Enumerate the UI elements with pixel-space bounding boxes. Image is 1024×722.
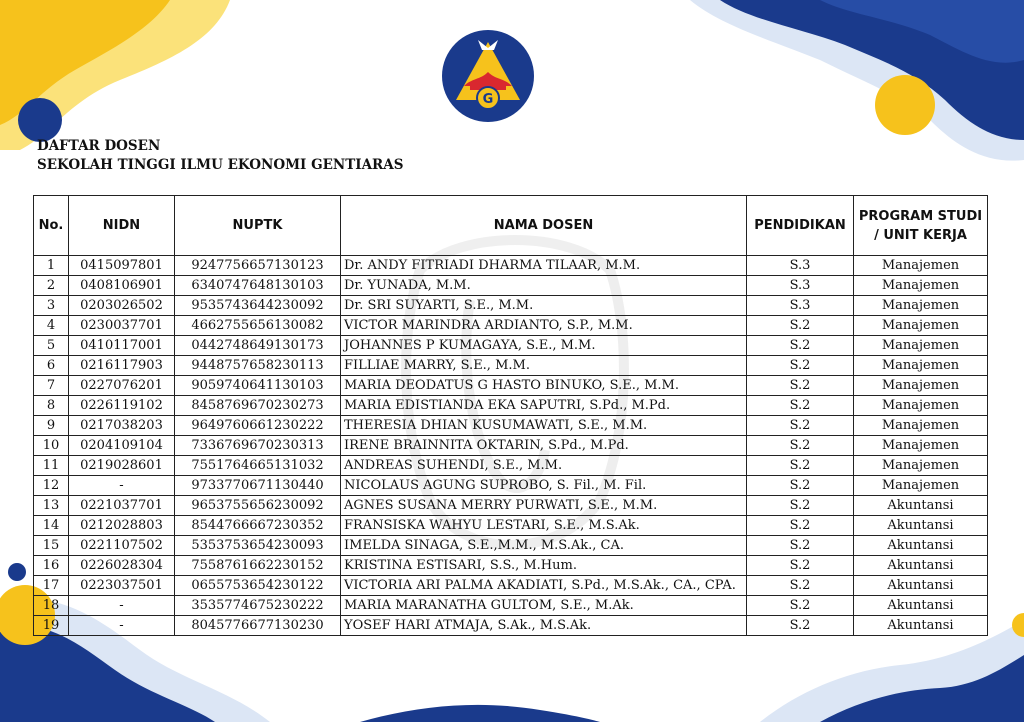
cell-nama: FILLIAE MARRY, S.E., M.M. [341, 356, 747, 376]
cell-pendidikan: S.3 [747, 276, 854, 296]
cell-program: Akuntansi [854, 616, 988, 636]
cell-nama: IMELDA SINAGA, S.E.,M.M., M.S.Ak., CA. [341, 536, 747, 556]
table-row [34, 296, 988, 316]
cell-no: 14 [34, 516, 69, 536]
gentiaras-logo-icon [440, 28, 536, 124]
cell-program: Manajemen [854, 336, 988, 356]
top-left-navy-dot [18, 98, 62, 142]
cell-no: 19 [34, 616, 69, 636]
cell-pendidikan: S.2 [747, 356, 854, 376]
cell-no: 16 [34, 556, 69, 576]
cell-pendidikan: S.2 [747, 316, 854, 336]
cell-nama: VICTOR MARINDRA ARDIANTO, S.P., M.M. [341, 316, 747, 336]
header-program: PROGRAM STUDI / UNIT KERJA [854, 196, 988, 256]
heading-institution: SEKOLAH TINGGI ILMU EKONOMI GENTIARAS [37, 157, 404, 173]
table-header-row [34, 196, 988, 256]
cell-nama: THERESIA DHIAN KUSUMAWATI, S.E., M.M. [341, 416, 747, 436]
cell-nama: FRANSISKA WAHYU LESTARI, S.E., M.S.Ak. [341, 516, 747, 536]
cell-nama: MARIA DEODATUS G HASTO BINUKO, S.E., M.M. [341, 376, 747, 396]
cell-program: Manajemen [854, 376, 988, 396]
table-row [34, 276, 988, 296]
cell-nidn: - [69, 476, 175, 496]
table-body [34, 256, 988, 636]
cell-no: 5 [34, 336, 69, 356]
cell-program: Akuntansi [854, 556, 988, 576]
cell-no: 15 [34, 536, 69, 556]
cell-program: Manajemen [854, 456, 988, 476]
header-no: No. [34, 196, 69, 256]
cell-nama: MARIA EDISTIANDA EKA SAPUTRI, S.Pd., M.Pd. [341, 396, 747, 416]
cell-pendidikan: S.2 [747, 616, 854, 636]
cell-program: Manajemen [854, 436, 988, 456]
table-row [34, 456, 988, 476]
logo-letter: G [482, 92, 494, 107]
table-row [34, 516, 988, 536]
table-row [34, 416, 988, 436]
cell-nidn: 0212028803 [69, 516, 175, 536]
cell-nama: JOHANNES P KUMAGAYA, S.E., M.M. [341, 336, 747, 356]
cell-no: 9 [34, 416, 69, 436]
cell-no: 10 [34, 436, 69, 456]
cell-nama: Dr. YUNADA, M.M. [341, 276, 747, 296]
header-nama: NAMA DOSEN [341, 196, 747, 256]
bottom-center-wave [360, 705, 600, 722]
cell-nuptk: 0655753654230122 [175, 576, 341, 596]
cell-no: 12 [34, 476, 69, 496]
header-nidn: NIDN [69, 196, 175, 256]
header-nuptk: NUPTK [175, 196, 341, 256]
cell-nama: VICTORIA ARI PALMA AKADIATI, S.Pd., M.S.Ak., CA., CPA. [341, 576, 747, 596]
cell-program: Akuntansi [854, 576, 988, 596]
cell-nama: ANDREAS SUHENDI, S.E., M.M. [341, 456, 747, 476]
cell-no: 3 [34, 296, 69, 316]
cell-program: Manajemen [854, 276, 988, 296]
table-row [34, 576, 988, 596]
cell-pendidikan: S.2 [747, 496, 854, 516]
cell-nuptk: 8045776677130230 [175, 616, 341, 636]
top-right-yellow-dot [875, 75, 935, 135]
cell-nidn: 0204109104 [69, 436, 175, 456]
cell-nidn: 0223037501 [69, 576, 175, 596]
header-pendidikan: PENDIDIKAN [747, 196, 854, 256]
cell-pendidikan: S.2 [747, 576, 854, 596]
cell-nuptk: 9059740641130103 [175, 376, 341, 396]
cell-program: Akuntansi [854, 536, 988, 556]
table-row [34, 376, 988, 396]
bottom-left-navy-dot [8, 563, 26, 581]
cell-pendidikan: S.2 [747, 556, 854, 576]
cell-no: 6 [34, 356, 69, 376]
cell-no: 13 [34, 496, 69, 516]
cell-nuptk: 8458769670230273 [175, 396, 341, 416]
cell-nuptk: 7551764665131032 [175, 456, 341, 476]
cell-nidn: - [69, 596, 175, 616]
cell-nidn: 0217038203 [69, 416, 175, 436]
cell-pendidikan: S.3 [747, 296, 854, 316]
cell-nuptk: 9649760661230222 [175, 416, 341, 436]
cell-nuptk: 9448757658230113 [175, 356, 341, 376]
cell-program: Manajemen [854, 416, 988, 436]
cell-pendidikan: S.2 [747, 396, 854, 416]
cell-nama: YOSEF HARI ATMAJA, S.Ak., M.S.Ak. [341, 616, 747, 636]
table-row [34, 496, 988, 516]
cell-program: Manajemen [854, 396, 988, 416]
cell-nuptk: 9653755656230092 [175, 496, 341, 516]
cell-nidn: 0216117903 [69, 356, 175, 376]
table-row [34, 476, 988, 496]
table-row [34, 316, 988, 336]
cell-nuptk: 5353753654230093 [175, 536, 341, 556]
cell-nama: MARIA MARANATHA GULTOM, S.E., M.Ak. [341, 596, 747, 616]
table-row [34, 396, 988, 416]
cell-nuptk: 7558761662230152 [175, 556, 341, 576]
table-row [34, 556, 988, 576]
cell-nama: IRENE BRAINNITA OKTARIN, S.Pd., M.Pd. [341, 436, 747, 456]
cell-no: 2 [34, 276, 69, 296]
cell-nidn: 0219028601 [69, 456, 175, 476]
cell-no: 1 [34, 256, 69, 276]
cell-pendidikan: S.2 [747, 436, 854, 456]
lecturer-table [33, 195, 988, 636]
cell-nama: Dr. SRI SUYARTI, S.E., M.M. [341, 296, 747, 316]
cell-nuptk: 9247756657130123 [175, 256, 341, 276]
cell-no: 7 [34, 376, 69, 396]
cell-pendidikan: S.2 [747, 416, 854, 436]
cell-no: 18 [34, 596, 69, 616]
cell-no: 8 [34, 396, 69, 416]
cell-nidn: 0227076201 [69, 376, 175, 396]
cell-program: Akuntansi [854, 516, 988, 536]
cell-no: 11 [34, 456, 69, 476]
cell-pendidikan: S.2 [747, 596, 854, 616]
cell-nidn: 0203026502 [69, 296, 175, 316]
cell-nidn: 0221037701 [69, 496, 175, 516]
cell-pendidikan: S.3 [747, 256, 854, 276]
cell-nama: KRISTINA ESTISARI, S.S., M.Hum. [341, 556, 747, 576]
cell-pendidikan: S.2 [747, 476, 854, 496]
table-row [34, 436, 988, 456]
table-row [34, 336, 988, 356]
cell-nidn: 0226119102 [69, 396, 175, 416]
cell-nuptk: 8544766667230352 [175, 516, 341, 536]
table-row [34, 616, 988, 636]
cell-no: 4 [34, 316, 69, 336]
cell-nuptk: 3535774675230222 [175, 596, 341, 616]
cell-nuptk: 4662755656130082 [175, 316, 341, 336]
cell-no: 17 [34, 576, 69, 596]
cell-nidn: 0230037701 [69, 316, 175, 336]
cell-pendidikan: S.2 [747, 376, 854, 396]
cell-nuptk: 0442748649130173 [175, 336, 341, 356]
cell-program: Manajemen [854, 256, 988, 276]
cell-program: Manajemen [854, 476, 988, 496]
cell-nuptk: 7336769670230313 [175, 436, 341, 456]
table-row [34, 596, 988, 616]
cell-nuptk: 6340747648130103 [175, 276, 341, 296]
cell-program: Manajemen [854, 296, 988, 316]
table-row [34, 356, 988, 376]
cell-program: Akuntansi [854, 496, 988, 516]
cell-nuptk: 9733770671130440 [175, 476, 341, 496]
cell-nidn: 0408106901 [69, 276, 175, 296]
cell-program: Manajemen [854, 316, 988, 336]
cell-pendidikan: S.2 [747, 456, 854, 476]
cell-program: Akuntansi [854, 596, 988, 616]
cell-nama: Dr. ANDY FITRIADI DHARMA TILAAR, M.M. [341, 256, 747, 276]
cell-nidn: 0410117001 [69, 336, 175, 356]
cell-nidn: 0221107502 [69, 536, 175, 556]
cell-program: Manajemen [854, 356, 988, 376]
cell-nama: AGNES SUSANA MERRY PURWATI, S.E., M.M. [341, 496, 747, 516]
heading-title: DAFTAR DOSEN [37, 138, 161, 154]
cell-nidn: 0415097801 [69, 256, 175, 276]
cell-pendidikan: S.2 [747, 516, 854, 536]
cell-nidn: - [69, 616, 175, 636]
cell-nama: NICOLAUS AGUNG SUPROBO, S. Fil., M. Fil. [341, 476, 747, 496]
table-row [34, 536, 988, 556]
cell-pendidikan: S.2 [747, 536, 854, 556]
cell-nuptk: 9535743644230092 [175, 296, 341, 316]
cell-pendidikan: S.2 [747, 336, 854, 356]
table-row [34, 256, 988, 276]
cell-nidn: 0226028304 [69, 556, 175, 576]
document-heading [37, 137, 404, 175]
